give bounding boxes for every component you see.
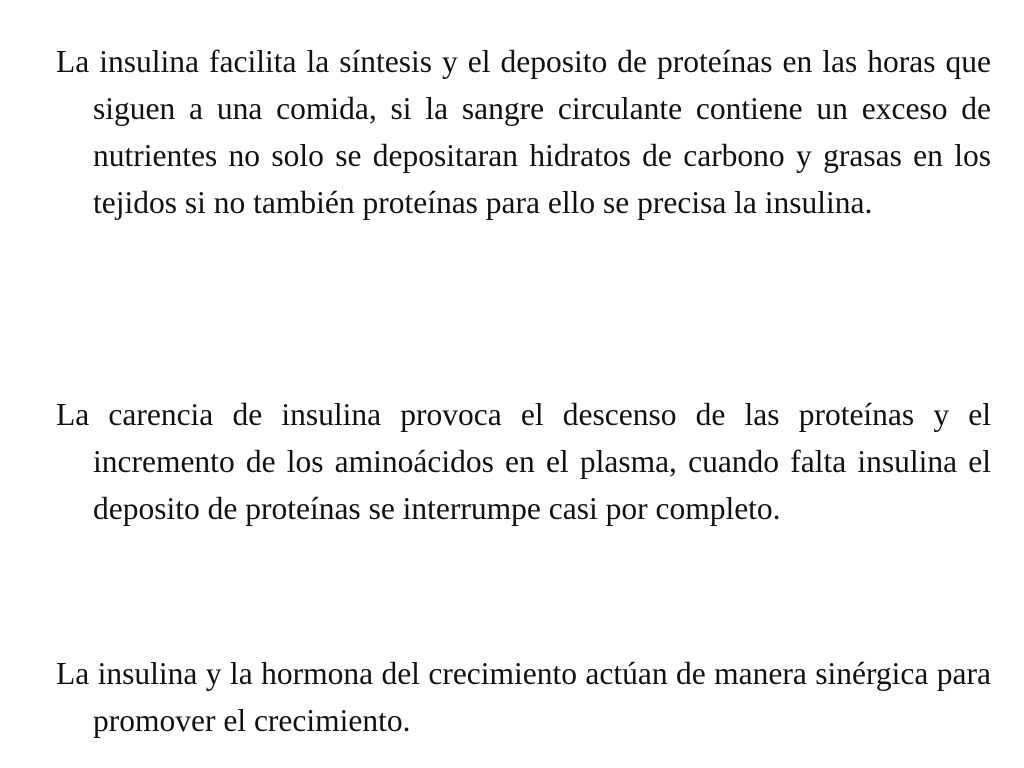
- paragraph-insulin-deficiency: La carencia de insulina provoca el descenso de las proteínas y el incremento de los aminoácidos en el plasma, cuando falta insulina el deposito de proteínas se interrumpe casi por completo.: [56, 397, 991, 526]
- paragraph-insulin-protein-synthesis: La insulina facilita la síntesis y el deposito de proteínas en las horas que siguen a una comida, si la sangre circulante contiene un exceso de nutrientes no solo se depositaran hidratos de carbono y grasas en los tejidos si no también proteínas para ello se precisa la insulina.: [56, 44, 991, 220]
- paragraph-growth-hormone-synergy: La insulina y la hormona del crecimiento actúan de manera sinérgica para promover el crecimiento.: [56, 656, 991, 738]
